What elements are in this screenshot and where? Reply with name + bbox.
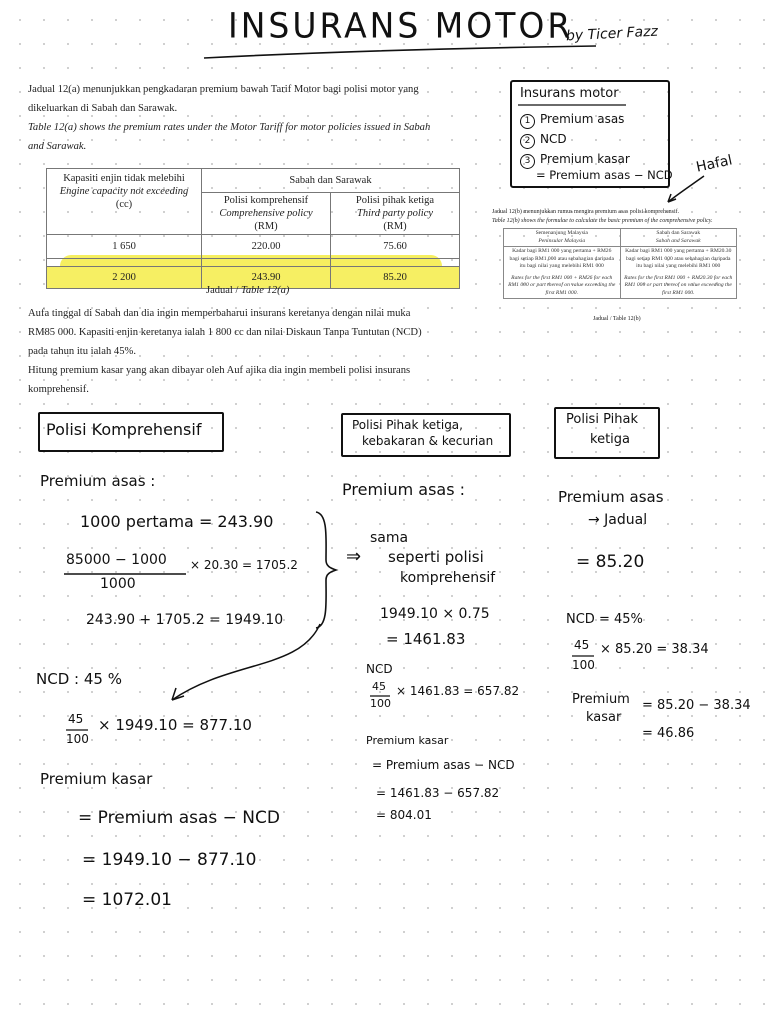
page-title: INSURANS MOTOR: [228, 5, 574, 46]
pkt-kasar-2: kasar: [586, 710, 622, 725]
pkt-jadual: → Jadual: [588, 512, 648, 528]
pk-same-2: seperti polisi: [388, 548, 484, 566]
cell-cc: 1 650: [47, 235, 202, 259]
notes-item-3-formula: = Premium asas − NCD: [536, 168, 673, 182]
cell-cc: 2 200: [47, 267, 202, 289]
komp-ncd-numerator: 45: [68, 712, 84, 726]
komp-ncd-label: NCD : 45 %: [36, 670, 122, 688]
pk-calc-result: = 1461.83: [386, 630, 466, 648]
question-body-2: RM85 000. Kapasiti enjin keretanya ialah 1 800 cc dan nilai Diskaun Tanpa Tuntutan (NCD): [28, 327, 422, 338]
notes-box: [510, 80, 673, 188]
number-circle: 1: [520, 114, 535, 129]
komp-fraction-tail: × 20.30 = 1705.2: [190, 558, 298, 572]
pk-same-1: sama: [370, 530, 409, 546]
komp-kasar-label: Premium kasar: [40, 770, 153, 788]
pkt-kasar-1: Premium: [572, 692, 630, 707]
komp-premium-asas-label: Premium asas :: [40, 472, 156, 490]
header-capacity-ms: Kapasiti enjin tidak melebihi: [63, 173, 185, 184]
table-12b-intro-en: Table 12(b) shows the formulae to calculate the basic premium of the comprehensive policy.: [492, 218, 713, 224]
header-comp-unit: (RM): [254, 221, 278, 232]
pkt-ncd-numerator: 45: [574, 638, 590, 652]
notes-item-text: NCD: [540, 132, 567, 146]
pk-same-3: komprehensif: [400, 570, 496, 586]
pk-ncd-numerator: 45: [372, 680, 386, 693]
implies-icon: ⇒: [346, 546, 362, 567]
header-capacity-unit: (cc): [115, 199, 133, 210]
section-heading-komprehensif: Polisi Komprehensif: [46, 420, 202, 439]
pk-kasar-formula: = Premium asas − NCD: [372, 758, 515, 772]
header-capacity-en: Engine capacity not exceeding: [59, 186, 189, 197]
komp-fraction-numerator: 85000 − 1000: [66, 552, 167, 568]
pkt-ncd-tail: × 85.20 = 38.34: [600, 642, 709, 657]
premium-rate-table: [46, 168, 460, 289]
table-row: [47, 235, 460, 259]
question-intro-en-2: and Sarawak.: [28, 141, 87, 152]
table-12b-c2-en: Rates for the first RM1 000 + RM20.30 for each RM1 000 or part thereof on value exceeding the first RM1 000.: [624, 274, 733, 296]
pkt-value: = 85.20: [576, 552, 645, 572]
header-third-party: [331, 193, 460, 235]
question-body-5: komprehensif.: [28, 384, 89, 395]
table-12b-c2-ms: Kadar bagi RM1 000 yang pertama + RM20.30 bagi setiap RM1 000 atau sebahagian daripada itu bagi nilai yang melebihi RM1 000: [625, 248, 732, 269]
komp-step-1: 1000 pertama = 243.90: [80, 512, 274, 531]
pkt-kasar-result: = 46.86: [642, 726, 695, 741]
question-body-4: Hitung premium kasar yang akan dibayar oleh Auf ajika dia ingin membeli polisi insurans: [28, 365, 411, 376]
table-12b-c1-ms: Kadar bagi RM1 000 yang pertama + RM26 bagi setiap RM1 000 atau sebahagian daripada itu bagi nilai yang melebihi RM1 000: [509, 248, 614, 269]
table-12b-intro-ms: Jadual 12(b) menunjukkan rumus mengira premium asas polisi komprehensif.: [492, 209, 680, 215]
komp-kasar-result: = 1072.01: [82, 890, 172, 910]
komp-step-3: 243.90 + 1705.2 = 1949.10: [86, 612, 284, 628]
cell-comp: 243.90: [202, 267, 331, 289]
notes-item-2: [520, 132, 567, 149]
table-12b-h2-ms: Sabah dan Sarawak: [656, 230, 701, 236]
header-comprehensive: [202, 193, 331, 235]
pk-ncd-label: NCD: [366, 662, 393, 676]
komp-ncd-denominator: 100: [66, 732, 89, 746]
komp-fraction-denominator: 1000: [100, 576, 136, 592]
formula-table: [503, 228, 737, 299]
pk-kasar-label: Premium kasar: [366, 734, 449, 747]
number-circle: 2: [520, 134, 535, 149]
pkt-ncd-denominator: 100: [572, 658, 595, 672]
caption-ms: Jadual /: [206, 285, 241, 296]
pk-heading-2: kebakaran & kecurian: [362, 434, 494, 448]
table-12b-c1-en: Rates for the first RM1 000 + RM26 for each RM1 000 or part thereof on value exceeding the first RM1 000.: [508, 274, 616, 296]
header-comp-en: Comprehensive policy: [219, 208, 313, 219]
cell-third: 85.20: [331, 267, 460, 289]
caption-en: Table 12(a): [241, 285, 290, 296]
komp-kasar-calc: = 1949.10 − 877.10: [82, 850, 257, 870]
notes-item-text: Premium kasar: [540, 152, 630, 166]
table-12b-h2-en: Sabah and Sarawak: [655, 237, 701, 244]
number-circle: 3: [520, 154, 535, 169]
header-third-unit: (RM): [383, 221, 407, 232]
author-byline: by Ticer Fazz: [565, 23, 659, 45]
header-capacity: [47, 169, 202, 235]
table-12b-intro: [492, 208, 742, 226]
pkt-ncd-label: NCD = 45%: [566, 612, 643, 627]
notes-item-1: [520, 112, 624, 129]
question-body-1: Aufa tinggal di Sabah dan dia ingin memperbaharui insurans keretanya dengan nilai muka: [28, 308, 411, 319]
pkt-heading-2: ketiga: [590, 432, 630, 447]
question-intro-en-1: Table 12(a) shows the premium rates under the Motor Tariff for motor policies issued in Sabah: [28, 122, 431, 133]
pkt-kasar-calc: = 85.20 − 38.34: [642, 698, 751, 713]
notes-item-text: Premium asas: [540, 112, 625, 126]
table-12b-h1-ms: Semenanjung Malaysia: [535, 230, 588, 236]
pk-kasar-result: = 804.01: [376, 808, 432, 822]
header-third-ms: Polisi pihak ketiga: [355, 195, 435, 206]
pk-ncd-tail: × 1461.83 = 657.82: [396, 684, 520, 698]
pkt-premium-asas-label: Premium asas: [558, 488, 664, 506]
table-caption: [206, 285, 289, 296]
cell-comp: 220.00: [202, 235, 331, 259]
header-region: Sabah dan Sarawak: [202, 169, 460, 193]
table-12b-h1-en: Peninsular Malaysia: [538, 237, 586, 244]
question-body-3: pada tahun itu ialah 45%.: [28, 346, 136, 357]
header-comp-ms: Polisi komprehensif: [223, 195, 309, 206]
cell-third: 75.60: [331, 235, 460, 259]
question-intro-ms-1: Jadual 12(a) menunjukkan pengkadaran premium bawah Tarif Motor bagi polisi motor yang: [28, 84, 419, 95]
memorise-note: Hafal: [694, 152, 734, 176]
question-intro-ms-2: dikeluarkan di Sabah dan Sarawak.: [28, 103, 178, 114]
header-third-en: Third party policy: [356, 208, 434, 219]
title-underline: [200, 42, 600, 64]
notes-heading-underline: [518, 103, 628, 107]
brace-icon: [312, 508, 342, 632]
pk-heading-1: Polisi Pihak ketiga,: [352, 418, 463, 432]
komp-kasar-formula: = Premium asas − NCD: [78, 808, 280, 828]
pk-ncd-denominator: 100: [370, 697, 391, 710]
pk-kasar-calc: = 1461.83 − 657.82: [376, 786, 500, 800]
pk-premium-asas-label: Premium asas :: [342, 480, 466, 499]
arrow-icon: [660, 168, 710, 208]
pkt-heading-1: Polisi Pihak: [566, 412, 638, 427]
notes-heading: Insurans motor: [520, 86, 619, 101]
table-12b-caption: Jadual / Table 12(b): [593, 316, 641, 322]
curved-arrow-icon: [150, 620, 330, 712]
pk-calc: 1949.10 × 0.75: [380, 606, 490, 622]
notes-item-3: [520, 152, 630, 169]
komp-ncd-tail: × 1949.10 = 877.10: [98, 716, 252, 734]
